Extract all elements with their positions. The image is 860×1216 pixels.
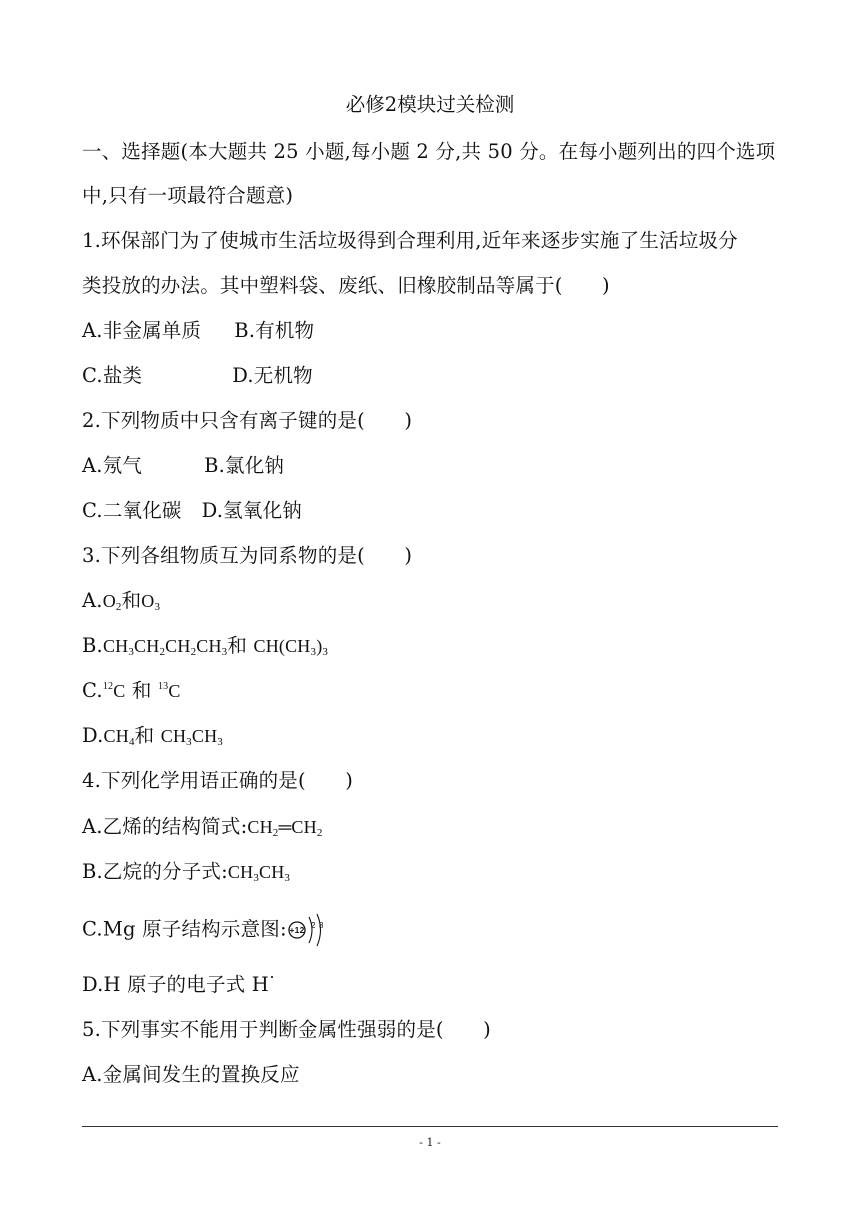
q2-stem: 2.下列物质中只含有离子键的是( ) bbox=[82, 409, 413, 432]
q3-option-b-formula-1: $CH_3CH_2CH_2CH_3$ bbox=[102, 636, 228, 658]
page-number: - 1 - bbox=[419, 1136, 441, 1149]
q1-options-row-2 bbox=[82, 363, 313, 389]
q5-option-a: A.金属间发生的置换反应 bbox=[82, 1063, 300, 1086]
q3-option-a-conj: 和 bbox=[121, 589, 142, 612]
q3-option-c-formula-1: $^{12}$C bbox=[102, 681, 126, 701]
q4-option-c bbox=[82, 913, 327, 947]
q3-option-d bbox=[82, 723, 223, 749]
q1-option-c: C.盐类 bbox=[82, 364, 143, 387]
q3-option-b bbox=[82, 633, 328, 659]
q4-stem: 4.下列化学用语正确的是( ) bbox=[82, 769, 354, 792]
section-heading-line-1: 一、选择题(本大题共 25 小题,每小题 2 分,共 50 分。在每小题列出的四个选项 bbox=[82, 140, 776, 163]
electron-shell-2-arc bbox=[317, 914, 321, 946]
q3-option-b-prefix: B. bbox=[82, 634, 103, 657]
q3-option-c-prefix: C. bbox=[82, 679, 103, 702]
q3-stem: 3.下列各组物质互为同系物的是( ) bbox=[82, 544, 413, 567]
mg-atom-structure-diagram bbox=[287, 913, 327, 947]
shell-2-electron-count: 8 bbox=[318, 921, 324, 930]
q4-option-a bbox=[82, 814, 323, 840]
q3-option-c-conj: 和 bbox=[131, 679, 152, 702]
q1-stem-line-2: 类投放的办法。其中塑料袋、废纸、旧橡胶制品等属于( ) bbox=[82, 274, 610, 297]
q3-option-a bbox=[82, 588, 160, 614]
q4-option-d-electron-dot: · bbox=[268, 967, 276, 987]
q3-option-a-prefix: A. bbox=[82, 589, 103, 612]
q1-option-b: B.有机物 bbox=[234, 319, 315, 342]
q1-option-a: A.非金属单质 bbox=[82, 319, 202, 342]
shell-1-electron-count: 2 bbox=[310, 921, 316, 930]
q4-option-b-text: B.乙烷的分子式: bbox=[82, 860, 228, 883]
q4-option-b bbox=[82, 859, 290, 885]
q3-option-d-formula-1: $CH_4$ bbox=[103, 726, 135, 748]
q3-option-a-formula-2: $O_3$ bbox=[141, 591, 161, 613]
footer-divider bbox=[82, 1126, 778, 1127]
q3-option-c-formula-2: $^{13}$C bbox=[157, 681, 181, 701]
q1-option-d: D.无机物 bbox=[232, 364, 313, 387]
q4-option-c-text: C.Mg 原子结构示意图: bbox=[82, 917, 287, 941]
q3-option-b-formula-2: $CH(CH_3)_3$ bbox=[253, 636, 329, 658]
nucleus-charge-label: +12 bbox=[289, 925, 305, 935]
section-heading-line-2: 中,只有一项最符合题意) bbox=[82, 184, 294, 207]
q2-options-row-2 bbox=[82, 498, 302, 524]
q3-option-d-prefix: D. bbox=[82, 724, 104, 747]
q3-option-d-conj: 和 bbox=[134, 724, 155, 747]
q4-option-b-formula: $CH_3CH_3$ bbox=[227, 862, 291, 884]
q4-option-d bbox=[82, 967, 276, 998]
q4-option-d-text: D.H 原子的电子式 H bbox=[82, 973, 269, 996]
q2-options-row-1 bbox=[82, 453, 284, 479]
q3-option-c bbox=[82, 678, 181, 704]
q1-stem-line-1: 1.环保部门为了使城市生活垃圾得到合理利用,近年来逐步实施了生活垃圾分 bbox=[82, 229, 738, 252]
q3-option-a-formula-1: $O_2$ bbox=[102, 591, 122, 613]
q2-option-b: B.氯化钠 bbox=[204, 454, 285, 477]
q2-option-c: C.二氧化碳 bbox=[82, 499, 182, 522]
q2-option-d: D.氢氧化钠 bbox=[201, 499, 302, 522]
q4-option-a-text: A.乙烯的结构简式: bbox=[82, 815, 248, 838]
q4-option-a-formula: $CH_2═CH_2$ bbox=[247, 817, 323, 839]
q1-options-row-1 bbox=[82, 318, 314, 344]
q3-option-d-formula-2: $CH_3CH_3$ bbox=[160, 726, 223, 748]
page-title: 必修2模块过关检测 bbox=[345, 93, 515, 116]
q3-option-b-conj: 和 bbox=[227, 634, 248, 657]
q5-stem: 5.下列事实不能用于判断金属性强弱的是( ) bbox=[82, 1018, 491, 1041]
q2-option-a: A.氖气 bbox=[82, 454, 143, 477]
